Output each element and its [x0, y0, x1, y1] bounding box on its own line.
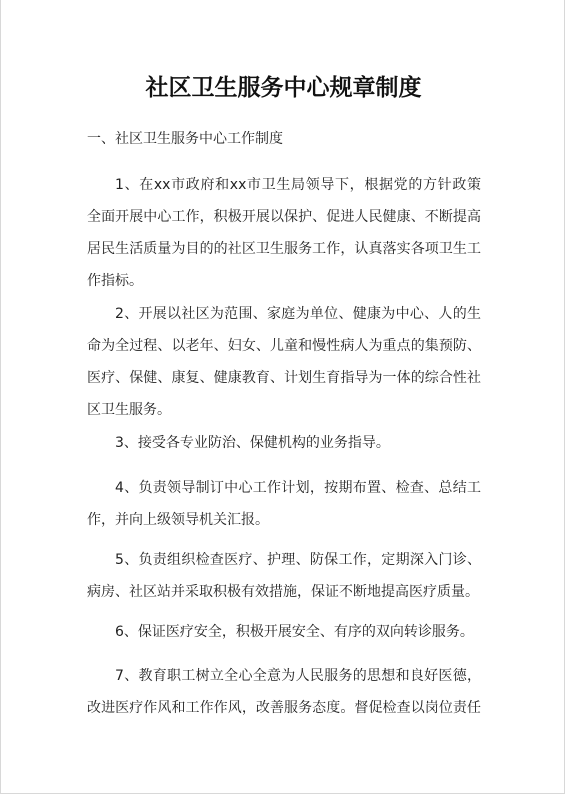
paragraph-3: [87, 427, 481, 459]
paragraph-line: 2、开展以社区为范围、家庭为单位、健康为中心、人的生: [115, 306, 481, 322]
paragraph-line: 7、教育职工树立全心全意为人民服务的思想和良好医德，: [115, 668, 481, 684]
paragraph-2: [87, 298, 481, 426]
paragraph-7: [87, 660, 481, 724]
paragraph-1: [87, 169, 481, 297]
paragraph-6: [87, 616, 481, 648]
document-title: 社区卫生服务中心规章制度: [145, 74, 422, 101]
paragraph-line: 居民生活质量为目的的社区卫生服务工作，认真落实各项卫生工: [87, 241, 481, 257]
paragraph-line: 改进医疗作风和工作作风，改善服务态度。督促检查以岗位责任: [87, 700, 481, 716]
paragraph-line: 作指标。: [87, 273, 143, 289]
paragraph-line: 3、接受各专业防治、保健机构的业务指导。: [115, 435, 390, 451]
paragraph-line: 命为全过程、以老年、妇女、儿童和慢性病人为重点的集预防、: [87, 338, 481, 354]
paragraph-line: 医疗、保健、康复、健康教育、计划生育指导为一体的综合性社: [87, 370, 481, 386]
paragraph-line: 全面开展中心工作，积极开展以保护、促进人民健康、不断提高: [87, 209, 481, 225]
paragraph-line: 作，并向上级领导机关汇报。: [87, 512, 269, 528]
paragraph-line: 区卫生服务。: [87, 402, 171, 418]
paragraph-line: 病房、社区站并采取积极有效措施，保证不断地提高医疗质量。: [87, 584, 479, 600]
section-heading: 一、社区卫生服务中心工作制度: [87, 131, 283, 147]
paragraph-line: 5、负责组织检查医疗、护理、防保工作，定期深入门诊、: [115, 552, 481, 568]
paragraph-4: [87, 472, 481, 536]
paragraph-line: 6、保证医疗安全，积极开展安全、有序的双向转诊服务。: [115, 624, 474, 640]
paragraph-line: 1、在xx市政府和xx市卫生局领导下，根据党的方针政策: [115, 177, 481, 193]
paragraph-line: 4、负责领导制订中心工作计划，按期布置、检查、总结工: [115, 480, 481, 496]
paragraph-5: [87, 544, 481, 608]
